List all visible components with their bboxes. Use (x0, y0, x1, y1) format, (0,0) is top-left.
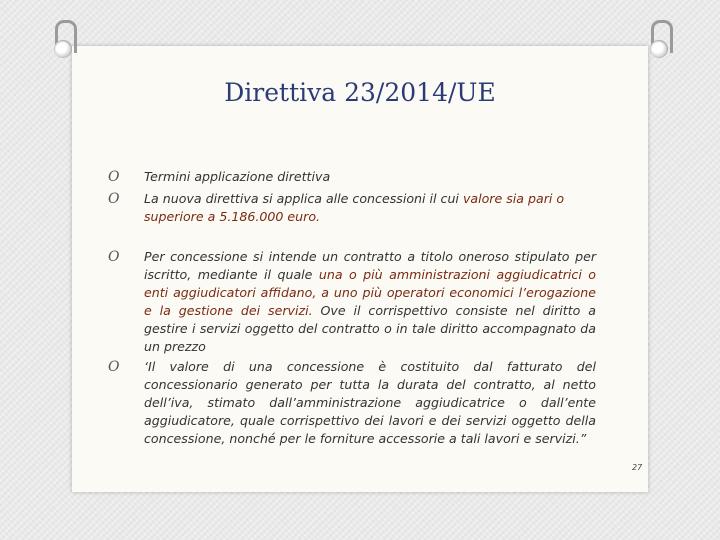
bullet-highlight: valore sia pari o superiore a 5.186.000 euro. (144, 191, 565, 224)
bullet-highlight: una o più amministrazioni aggiudicatrici o enti aggiudicatori affidano, a uno più operatori economici l’erogazione e la gestione dei servizi (144, 267, 596, 318)
bullet-marker-icon: O (108, 169, 120, 185)
bullet-marker-icon: O (108, 249, 120, 265)
binder-hole-icon (54, 40, 72, 58)
bullet-marker-icon: O (108, 191, 120, 207)
bullet-text: La nuova direttiva si applica alle concessioni il cui (144, 191, 463, 206)
bullet-text: Termini applicazione direttiva (144, 169, 331, 184)
bullet-text: ‘Il valore di una concessione è costituito dal fatturato del concessionario generato per tutta la durata del contratto, al netto dell’iva, stimato dall’amministrazione aggiudicatrice o dall’ente aggiudicatore, quale corrispettivo dei lavori e dei servizi oggetto della concessione, nonché per le forniture accessorie a tali lavori e servizi.” (144, 359, 596, 446)
bullet-item (108, 358, 596, 448)
bullet-item (108, 168, 596, 186)
slide-title: Direttiva 23/2014/UE (224, 78, 496, 107)
bullet-list (108, 168, 596, 448)
bullet-item (108, 190, 596, 226)
bullet-text-continued: . Ove il corrispettivo consiste nel diritto a gestire i servizi oggetto del contratto o in tale diritto accompagnato da un prezzo (144, 303, 596, 354)
binder-hole-icon (650, 40, 668, 58)
bullet-marker-icon: O (108, 359, 120, 375)
bullet-item (108, 248, 596, 356)
bullet-text: Per concessione si intende un contratto a titolo oneroso stipulato per iscritto, mediante il quale (144, 249, 596, 282)
page-number: 27 (632, 463, 643, 472)
